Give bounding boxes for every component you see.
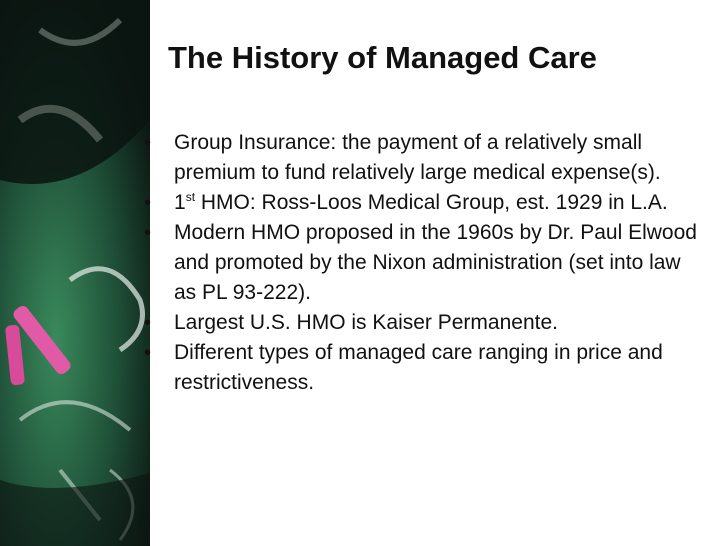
list-item — [142, 338, 702, 398]
slide-title: The History of Managed Care — [168, 40, 597, 75]
bullet-prefix: 1 — [174, 191, 186, 214]
bullet-superscript: st — [185, 190, 196, 204]
bullet-text: Largest U.S. HMO is Kaiser Permanente. — [174, 311, 558, 334]
bullet-text: HMO: Ross-Loos Medical Group, est. 1929 in L.A. — [195, 191, 668, 214]
bullet-glyph: • — [144, 192, 152, 214]
list-item — [142, 128, 702, 188]
bullet-text: Group Insurance: the payment of a relatively small premium to fund relatively large medical expense(s). — [174, 131, 661, 184]
list-item — [142, 188, 702, 218]
bullet-text: Different types of managed care ranging in price and restrictiveness. — [174, 341, 663, 394]
bullet-glyph: • — [144, 222, 152, 244]
list-item — [142, 218, 702, 308]
bullet-list — [142, 128, 702, 398]
bullet-glyph: • — [144, 132, 152, 154]
bullet-glyph: • — [144, 342, 152, 364]
bullet-glyph: • — [144, 312, 152, 334]
bullet-text: Modern HMO proposed in the 1960s by Dr. Paul Elwood and promoted by the Nixon administration (set into law as PL 93-222). — [174, 221, 697, 304]
chalkboard-image — [0, 0, 160, 546]
list-item — [142, 308, 702, 338]
